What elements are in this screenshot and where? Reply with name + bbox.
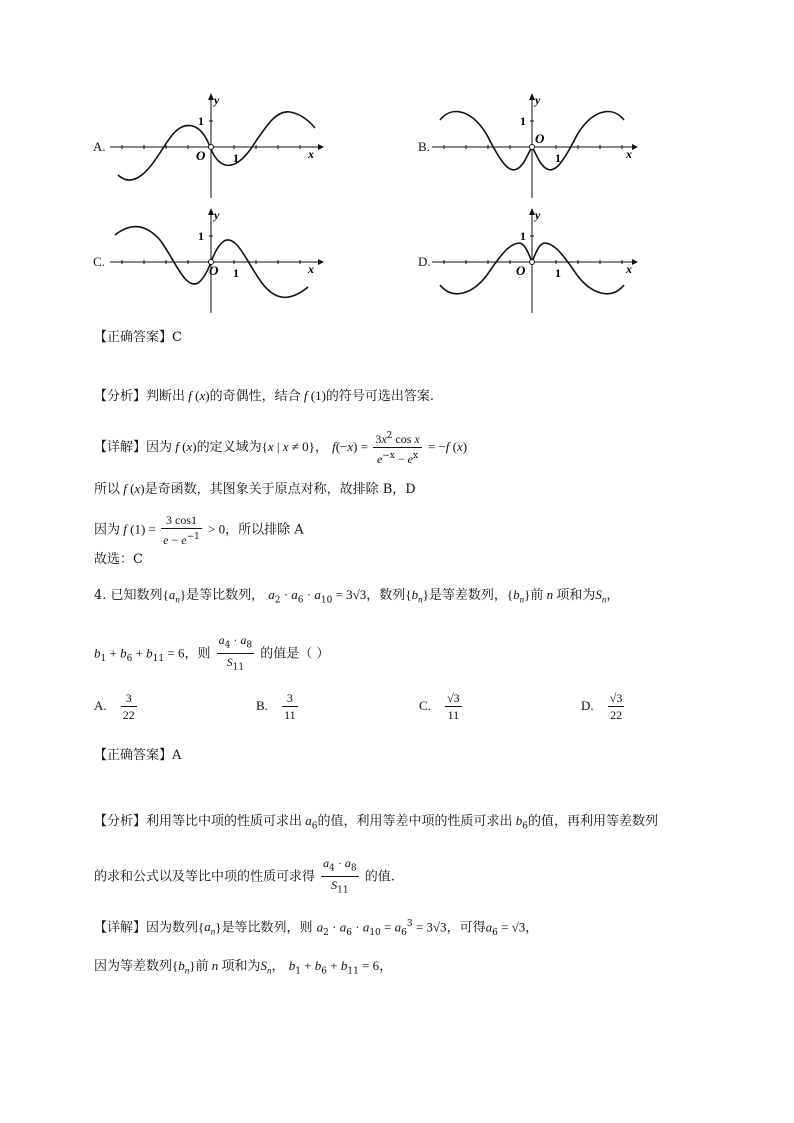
x-tick-label: 1 bbox=[555, 151, 561, 165]
q3-answer: 【正确答案】C bbox=[94, 330, 182, 345]
origin-label: O bbox=[535, 131, 545, 146]
x-tick-label: 1 bbox=[233, 151, 239, 165]
q4-analysis-line1: 【分析】利用等比中项的性质可求出 $a_6$的值，利用等差中项的性质可求出 $b_6$的值，再利用等差数列 bbox=[94, 813, 659, 832]
fraction: $\frac{3 \cos 1}{e - e^{-1}}$ bbox=[163, 513, 200, 547]
origin-label: O bbox=[196, 148, 206, 163]
x-axis-label: x bbox=[308, 262, 314, 276]
q3-detail: 【详解】因为 f (x)的定义域为{x | x ≠ 0}， f(−x) = $\frac{3x^2 \cos x}{e^{-x} - e^x}$ = −f (x) bbox=[94, 428, 467, 467]
fraction: $\frac{a_4 \cdot a_8}{S_{11}}$ bbox=[218, 633, 253, 673]
x-tick-label: 1 bbox=[233, 266, 239, 280]
option-label-b: B. bbox=[418, 139, 430, 154]
origin-label: O bbox=[516, 263, 526, 278]
option-label-a: A. bbox=[93, 139, 106, 154]
graph-a bbox=[110, 90, 325, 200]
option-label-c: C. bbox=[93, 254, 105, 269]
graph-b bbox=[432, 90, 647, 200]
graph-d bbox=[432, 205, 647, 315]
q4-analysis-line2: 的求和公式以及等比中项的性质可求得 $\frac{a_4 \cdot a_8}{S_{11}}$ 的值. bbox=[94, 855, 395, 899]
x-axis-label: x bbox=[308, 147, 314, 161]
y-tick-label: 1 bbox=[198, 229, 204, 243]
q4-choice-c[interactable]: C. $\frac{√3}{11}$ bbox=[419, 691, 460, 722]
q4-detail-line1: 【详解】因为数列$\{a_n\}$是等比数列，则 $a_2 \cdot a_6 \cdot a_{10} = a_6^3 = 3√3$，可得$a_6 = √3$， bbox=[94, 919, 539, 938]
y-axis-label: y bbox=[214, 208, 220, 222]
q3-final-choice: 故选：C bbox=[94, 552, 143, 567]
y-tick-label: 1 bbox=[520, 114, 526, 128]
q4-stem-line1: 4. 已知数列$\{a_n\}$是等比数列， $a_2 \cdot a_6 \cdot a_{10} = 3√3$，数列$\{b_n\}$是等差数列，$\{b_n\}$前 n 项和为$S_n$， bbox=[94, 587, 620, 606]
q4-stem-line2: $b_1 + b_6 + b_{11} = 6$，则 $\frac{a_4 \cdot a_8}{S_{11}}$ 的值是（ ） bbox=[94, 632, 329, 676]
q4-choice-b[interactable]: B. $\frac{3}{11}$ bbox=[256, 691, 296, 722]
graph-c bbox=[110, 205, 325, 315]
option-label-d: D. bbox=[418, 254, 431, 269]
fraction: $\frac{3x^2 \cos x}{e^{-x} - e^x}$ bbox=[373, 428, 421, 467]
q4-choice-d[interactable]: D. $\frac{√3}{22}$ bbox=[581, 691, 623, 722]
x-axis-label: x bbox=[626, 147, 632, 161]
x-axis-label: x bbox=[626, 262, 632, 276]
y-tick-label: 1 bbox=[520, 229, 526, 243]
y-tick-label: 1 bbox=[198, 114, 204, 128]
q4-choice-a[interactable]: A. $\frac{3}{22}$ bbox=[94, 691, 135, 722]
q3-analysis: 【分析】判断出 f (x)的奇偶性，结合 f (1)的符号可选出答案. bbox=[94, 388, 435, 404]
x-tick-label: 1 bbox=[555, 266, 561, 280]
q4-detail-line2: 因为等差数列$\{b_n\}$前 n 项和为$S_n$， $b_1 + b_6 + b_{11} = 6$， bbox=[94, 958, 393, 977]
fraction: $\frac{a_4 \cdot a_8}{S_{11}}$ bbox=[323, 856, 357, 896]
y-axis-label: y bbox=[535, 93, 541, 107]
origin-label: O bbox=[209, 263, 219, 278]
y-axis-label: y bbox=[214, 93, 220, 107]
q3-sign-check: 因为 f (1) = $\frac{3 \cos 1}{e - e^{-1}}$ > 0，所以排除 A bbox=[94, 513, 304, 547]
q4-answer: 【正确答案】A bbox=[94, 748, 182, 763]
y-axis-label: y bbox=[535, 208, 541, 222]
q3-conclusion-odd: 所以 f (x)是奇函数，其图象关于原点对称，故排除 B，D bbox=[94, 481, 416, 497]
